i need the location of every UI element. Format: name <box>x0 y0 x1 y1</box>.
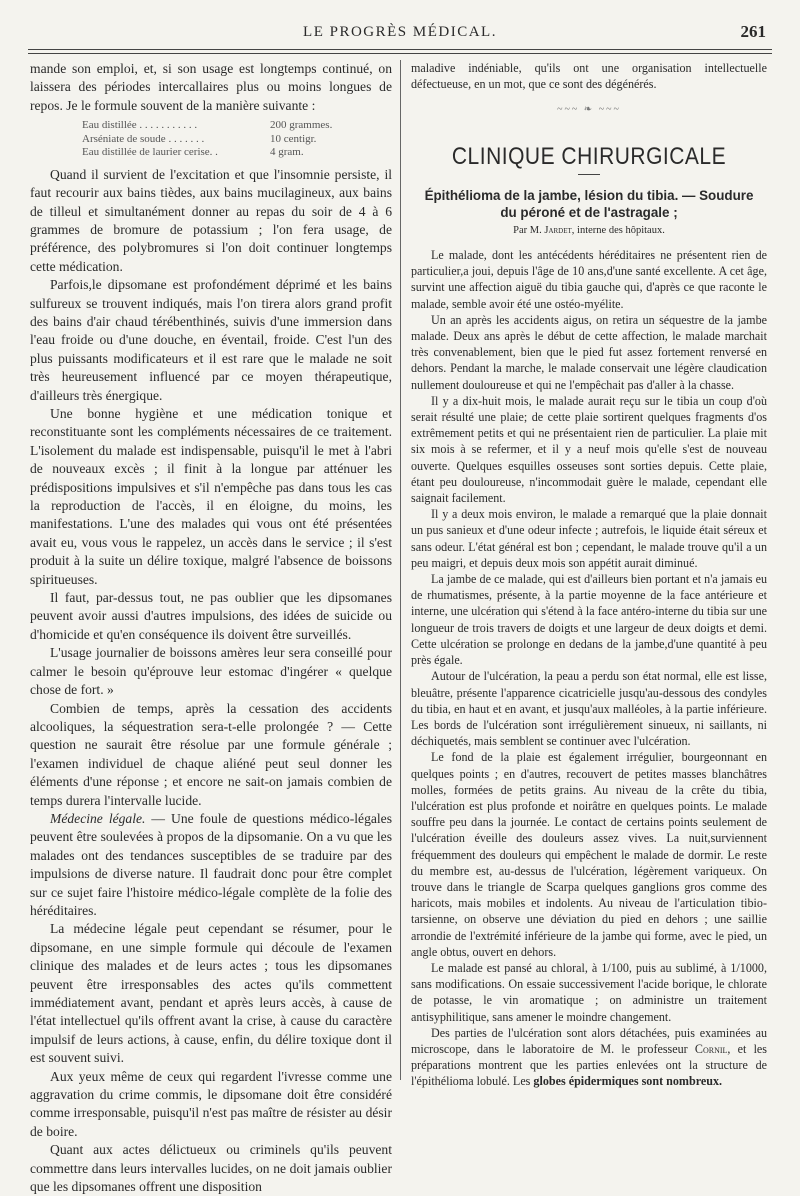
paragraph: Combien de temps, après la cessation des accidents alcooliques, la séquestration sera-t-elle prolongée ? — Cette question ne saurait être résolue par une formule générale ; l'examen individuel de chaque aliéné peut seul donner les éléments d'une réponse ; et encore ne sait-on jamais combien de temps durera l'intervalle lucide. <box>30 700 392 808</box>
paragraph: Parfois,le dipsomane est profondément déprimé et les bains sulfureux se trouvent indiqués, mais l'on tirera alors grand profit des bains d'air chaud térébenthinés, suivis d'une immersion dans l'eau froide ou d'une douche, en éventail, froide. C'est l'un des plus puissants modificateurs et il est rare que le malade ne soit très heureusement influencé par ce moyen thérapeutique, d'ailleurs très énergique. <box>30 277 392 403</box>
column-divider <box>400 60 401 1080</box>
paragraph: L'usage journalier de boissons amères leur sera conseillé pour calmer le besoin qu'éprouve leur estomac d'ingérer « quelque chose de fort. » <box>30 645 392 698</box>
formula-ingredient: Eau distillée . . . . . . . . . . . <box>82 119 198 132</box>
formula-quantity: 200 grammes. <box>270 119 333 132</box>
page-number: 261 <box>740 22 766 41</box>
paragraph: Le malade, dont les antécédents héréditaires ne présentent rien de particulier,a joui, depuis l'âge de 10 ans,d'une santé excellente. A cet âge, survint une affection aiguë du tibia gauche qui, d'après ce que raconte le malade, semble avoir été une ostéo-myélite. <box>411 248 767 311</box>
paragraph: La médecine légale peut cependant se résumer, pour le dipsomane, en une simple formule qui découle de l'examen clinique des malades et de leurs actes ; tous les dipsomanes peuvent être irresponsables des actes qu'ils commettent immédiatement avant, pendant et après leurs accès, à cause de l'état intellectuel qu'ils offrent avant la crise, à cause du caractère impulsif de leurs actions, à cause, enfin, du délire toxique dont il est souvent suivi. <box>30 921 392 1066</box>
paragraph: mande son emploi, et, si son usage est longtemps continué, on laissera des périodes intercallaires plus ou moins longues de repos. Je le formule souvent de la manière suivante : <box>30 61 392 113</box>
paragraph-text-bold: globes épidermiques sont nombreux. <box>533 1074 723 1089</box>
paragraph: Autour de l'ulcération, la peau a perdu son état normal, elle est lisse, bleuâtre, présente l'apparence cicatricielle jusqu'au-dessous des condyles du tibia, en haut et en avant, et jusqu'aux malléoles, à la partie inférieure. Les bords de l'ulcération sont irrégulièrement sinueux, ni saillants, ni déchiquetés, mais semblent se continuer avec l'ulcération. <box>411 669 767 749</box>
case-title: Épithélioma de la jambe, lésion du tibia. — Soudure du péroné et de l'astragale ; <box>424 187 754 220</box>
paragraph: Un an après les accidents aigus, on retira un séquestre de la jambe malade. Deux ans après le début de cette affection, le malade marchait très convenablement, bien que le pied fut assez fortement renversé en dehors. Pendant la marche, le malade conservait une légère claudication nullement douloureuse et qui ne l'empêchait pas d'aller à la chasse. <box>411 312 767 392</box>
prescription-formula <box>82 119 392 160</box>
page-header <box>28 24 772 46</box>
paragraph-text: — Une foule de questions médico-légales peuvent être soulevées à propos de la dipsomanie. On a vu que les malades ont des tendances susceptibles de se traduire par des impulsions de diverse nature. Il faudrait donc pour être complet sur ce sujet faire l'histoire médico-légale complète de la folie des héréditaires. <box>30 810 393 918</box>
formula-ingredient: Arséniate de soude . . . . . . . <box>82 132 205 145</box>
paragraph: Il faut, par-dessus tout, ne pas oublier que les dipsomanes peuvent avoir aussi d'autres impulsions, des idées de suicide ou d'homicide et qu'en conséquence ils doivent être surveillés. <box>30 590 392 642</box>
formula-quantity: 4 gram. <box>270 146 304 159</box>
section-lead-medecine-legale: Médecine légale. <box>50 810 146 826</box>
title-rule <box>578 174 600 175</box>
paragraph-text: Des parties de l'ulcération sont alors détachées, puis examinées au microscope, dans le laboratoire de M. le professeur <box>411 1025 767 1056</box>
paragraph: Aux yeux même de ceux qui regardent l'ivresse comme une aggravation du crime commis, le dipsomane doit être considéré comme irresponsable, puisqu'il n'est pas maître de résister au désir de boire. <box>30 1068 392 1139</box>
byline-author: Jardet <box>544 224 572 236</box>
formula-row <box>82 119 392 133</box>
journal-title: LE PROGRÈS MÉDICAL. <box>303 24 497 40</box>
paragraph <box>30 810 392 920</box>
paragraph: Le malade est pansé au chloral, à 1/100, puis au sublimé, à 1/1000, sans modifications. On essaie successivement l'acide borique, le chlorate de potasse, le vin aromatique ; on administre un traitement antisyphilitique, sans amener le moindre changement. <box>411 960 767 1024</box>
paragraph-text: , et les préparations montrent que les parties enlevées ont la structure de l'épithélioma lobulé. Les <box>411 1041 767 1089</box>
paragraph <box>411 1025 767 1090</box>
paragraph: Il y a deux mois environ, le malade a remarqué que la plaie donnait un pus sanieux et d'une odeur infecte ; autrefois, le liquide était séreux et sans odeur. L'état général est bon ; cependant, le malade trouve qu'il a un peu maigri, et depuis deux mois son appétit aurait diminué. <box>411 507 767 570</box>
formula-ingredient: Eau distillée de laurier cerise. . <box>82 146 218 159</box>
right-column <box>411 60 767 1090</box>
person-name: Cornil <box>694 1041 728 1056</box>
paragraph: Quant aux actes délictueux ou criminels qu'ils peuvent commettre dans leurs intervalles lucides, on ne doit jamais oublier que les dipsomanes offrent une disposition <box>30 1142 392 1195</box>
header-rule <box>28 49 772 50</box>
paragraph: Quand il survient de l'excitation et que l'insomnie persiste, il faut recourir aux bains tièdes, aux bains mucilagineux, aux bains de tilleul et simultanément donner au repas du soir de 4 à 6 grammes de bromure de potassium ; l'on fera usage, de préférence, des polybromures si l'on doit continuer longtemps cette médication. <box>30 166 392 274</box>
byline-prefix: Par M. <box>513 224 545 236</box>
paragraph: Il y a dix-huit mois, le malade aurait reçu sur le tibia un coup d'où serait résulté une plaie; de cette plaie sortirent quelques fragments d'os extrêmement petits et qui ne présentaient rien de particulier. La plaie mit six mois à se refermer, et il y a neuf mois qu'elle s'est de nouveau ouverte. Quelques esquilles osseuses sont sorties depuis. Cette plaie, étant peu douloureuse, n'incommodait guère le malade, cependant elle saignait facilement. <box>411 393 767 506</box>
formula-row <box>82 133 392 147</box>
paragraph: Le fond de la plaie est également irrégulier, bourgeonnant en quelques points ; en d'autres, recouvert de petites masses blanchâtres molles, formées de petits grains. Au niveau de la crête du tibia, l'ulcération est plus profonde et noirâtre en quelques points. Le malade souffre peu dans la journée. Le contact de certains points seulement de l'ulcération éveille des douleurs assez vives. La nuit,surviennent fréquemment des douleurs qui empêchent le malade de dormir. Le reste du membre est, au-dessus de l'ulcération, légèrement variqueux. On trouve dans le triangle de Scarpa quelques ganglions gros comme des haricots, mais mobiles et indolents. Au niveau de l'articulation tibio-tarsienne, on observe une déviation du pied en dehors ; une saillie arrondie de l'extrémité inférieure de la jambe qui forme, avec le pied, un angle obtus, ouvert en dehors. <box>411 750 767 959</box>
paragraph: La jambe de ce malade, qui est d'ailleurs bien portant et n'a jamais eu de rhumatismes, présente, à la partie moyenne de la face antérieure et interne, une ulcération qui s'étend à la face antéro-interne du tibia sur une longueur de trois travers de doigts et une largeur de deux doigts et demi. Cette ulcération se prolonge en dedans de la jambe,d'une quantité à peu près égale. <box>411 572 767 668</box>
ornament-divider: ~~~ ❧ ~~~ <box>557 104 621 116</box>
formula-row <box>82 146 392 160</box>
byline-suffix: , interne des hôpitaux. <box>571 224 665 236</box>
section-title: CLINIQUE CHIRURGICALE <box>451 142 727 170</box>
header-rule-thin <box>28 53 772 54</box>
formula-quantity: 10 centigr. <box>270 132 317 145</box>
byline <box>411 223 767 239</box>
paragraph: Une bonne hygiène et une médication tonique et reconstituante sont les compléments nécessaires de ce traitement. L'isolement du malade est indispensable, puisqu'il le met à l'abri de nouveaux excès ; il finit à la longue par atténuer les prédispositions impulsives et s'il n'empêche pas dans tous les cas la reproduction de l'accès, il en éloigne, du moins, les manifestations. L'une des malades qui vous ont été présentées avait eu, vous vous le rappelez, un accès dans le service ; il s'est produit à la suite un délire toxique, malgré l'absence de boissons spiritueuses. <box>30 406 392 587</box>
paragraph: maladive indéniable, qu'ils ont une organisation intellectuelle défectueuse, en un mot, que ce sont des dégénérés. <box>411 61 767 92</box>
left-column <box>30 60 392 1196</box>
